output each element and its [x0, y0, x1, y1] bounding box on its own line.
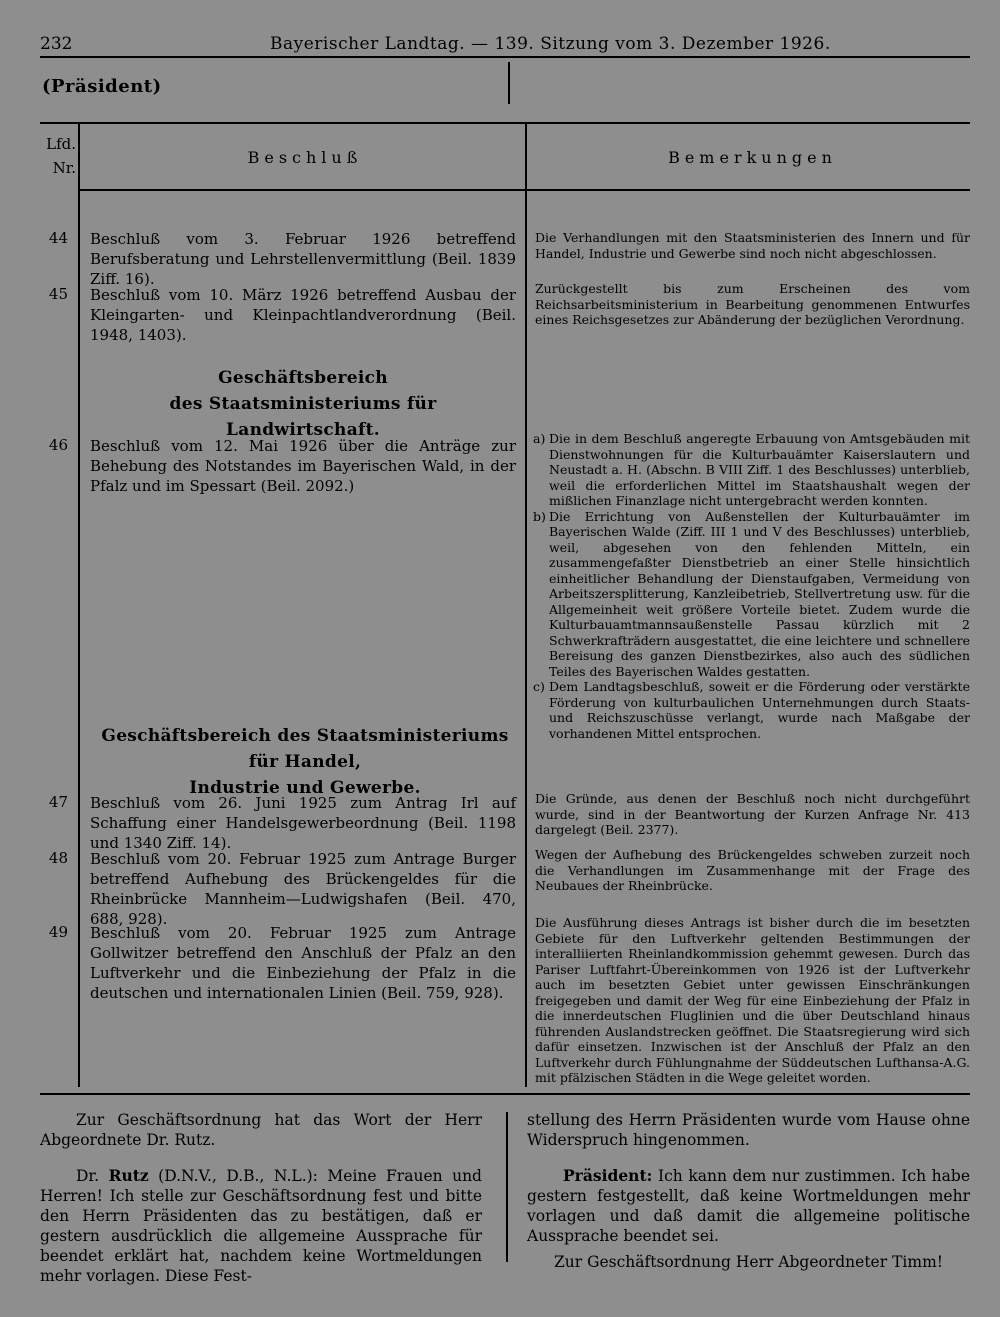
table-top-rule — [40, 122, 970, 124]
paragraph: Zur Geschäftsordnung hat das Wort der Herr Abgeordnete Dr. Rutz. — [40, 1111, 482, 1149]
body-column-divider — [506, 1112, 508, 1262]
table-bottom-rule — [40, 1093, 970, 1095]
bemerkung-item — [533, 431, 970, 509]
col-header-lfd-line2: Nr. — [52, 159, 76, 177]
beschluss-text: Beschluß vom 12. Mai 1926 über die Anträge zur Behebung des Notstandes im Bayerischen Wald, in der Pfalz und im Spessart (Beil. 2092.) — [90, 437, 516, 495]
paragraph — [527, 1166, 970, 1246]
section-heading-landwirtschaft — [90, 365, 516, 443]
col-header-bemerkungen: Bemerkungen — [668, 148, 837, 167]
header-divider — [508, 62, 510, 104]
section-heading-line: Geschäftsbereich — [218, 368, 388, 388]
item-text: Dem Landtagsbeschluß, soweit er die Förderung oder verstärkte Förderung von kulturbaulichen Unternehmungen durch Staats- und Reichszuschüsse verlangt, wurde nach Maßgabe der vorhandenen Mittel entsprochen. — [549, 679, 970, 741]
section-heading-line: Industrie und Gewerbe. — [189, 778, 421, 798]
bemerkung-text: Wegen der Aufhebung des Brückengeldes schweben zurzeit noch die Verhandlungen im Zusammenhange mit der Frage des Neubaues der Rheinbrücke. — [535, 847, 970, 893]
row-number: 49 — [48, 923, 68, 941]
speaker-heading: (Präsident) — [42, 76, 162, 97]
item-label: c) — [533, 679, 545, 694]
bemerkung-item — [533, 509, 970, 680]
paragraph-text: Ich kann dem nur zustimmen. Ich habe gestern festgestellt, daß keine Wortmeldungen mehr vorlagen und daß damit die allgemeine politische Aussprache beendet sei. — [527, 1167, 970, 1245]
paragraph — [40, 1166, 482, 1286]
bemerkung-text: Die Gründe, aus denen der Beschluß noch nicht durchgeführt wurde, sind in der Beantwortung der Kurzen Anfrage Nr. 413 dargelegt (Beil. 2377). — [535, 791, 970, 837]
bemerkung-item — [533, 679, 970, 741]
item-text: Die in dem Beschluß angeregte Erbauung von Amtsgebäuden mit Dienstwohnungen für die Kulturbauämter Kaiserslautern und Neustadt a. H. (Abschn. B VIII Ziff. 1 des Beschlusses) unterblieb, weil die erforderlichen Mittel im Staatshaushalt wegen der mißlichen Finanzlage nicht untergebracht werden konnten. — [549, 431, 970, 508]
table-left-divider — [78, 122, 80, 1087]
col-header-beschluss: Beschluß — [247, 148, 363, 167]
section-heading-line: des Staatsministeriums für Landwirtschaft. — [169, 394, 437, 440]
left-column — [40, 1110, 482, 1286]
beschluss-text: Beschluß vom 26. Juni 1925 zum Antrag Irl auf Schaffung einer Handelsgewerbeordnung (Beil. 1198 und 1340 Ziff. 14). — [90, 794, 516, 852]
speaker-name: Rutz — [108, 1166, 149, 1185]
col-header-lfd-line1: Lfd. — [46, 135, 76, 153]
speaker-prefix: Dr. — [76, 1167, 109, 1185]
header-rule — [40, 56, 970, 58]
beschluss-text: Beschluß vom 10. März 1926 betreffend Ausbau der Kleingarten- und Kleinpachtlandverordnung (Beil. 1948, 1403). — [90, 286, 516, 344]
bemerkung-text: Die Verhandlungen mit den Staatsministerien des Innern und für Handel, Industrie und Gewerbe sind noch nicht abgeschlossen. — [535, 230, 970, 261]
paragraph: Zur Geschäftsordnung Herr Abgeordneter Timm! — [553, 1253, 943, 1271]
section-heading-handel — [90, 723, 520, 801]
item-label: b) — [533, 508, 546, 524]
item-label: a) — [533, 431, 546, 446]
table-middle-divider — [525, 122, 527, 1087]
row-number: 45 — [48, 285, 68, 303]
bemerkung-text: Die Ausführung dieses Antrags ist bisher durch die im besetzten Gebiete für den Luftverkehr geltenden Bestimmungen der interalliierten Rheinlandkommission gehemmt gewesen. Durch das Pariser Luftfahrt-Übereinkommen von 1926 ist der Luftverkehr auch im besetzten Gebiet unter gewissen Einschränkungen freigegeben und damit der Weg für eine Einbeziehung der Pfalz in die innerdeutschen Fluglinien und die über Deutschland hinaus führenden Auslandstrecken geöffnet. Die Staatsregierung wird sich dafür einsetzen. Inzwischen ist der Anschluß der Pfalz an den Luftverkehr durch Fühlungnahme der Süddeutschen Lufthansa-A.G. mit pfälzischen Städten in die Wege geleitet worden. — [535, 915, 970, 1085]
speaker-name: Präsident: — [563, 1166, 653, 1185]
col-header-lfd — [40, 132, 76, 180]
beschluss-text: Beschluß vom 20. Februar 1925 zum Antrage Burger betreffend Aufhebung des Brückengeldes für die Rheinbrücke Mannheim—Ludwigshafen (Beil. 470, 688, 928). — [90, 850, 516, 928]
running-title: Bayerischer Landtag. — 139. Sitzung vom 3. Dezember 1926. — [270, 34, 831, 54]
paragraph: stellung des Herrn Präsidenten wurde vom Hause ohne Widerspruch hingenommen. — [527, 1111, 970, 1149]
beschluss-text: Beschluß vom 3. Februar 1926 betreffend Berufsberatung und Lehrstellenvermittlung (Beil. 1839 Ziff. 16). — [90, 230, 516, 288]
item-text: Die Errichtung von Außenstellen der Kulturbauämter im Bayerischen Walde (Ziff. III 1 und V des Beschlusses) unterblieb, weil, abgesehen von den fehlenden Mitteln, ein zusammengefaßter Dienstbetrieb an einer Stelle hinsichtlich einheitlicher Behandlung der Dienstaufgaben, Vermeidung von Arbeitszersplitterung, Kanzleibetrieb, Stellvertretung usw. für die Allgemeinheit weit größere Vorteile bietet. Zudem wurde die Kulturbauamtmannsaußenstelle Passau kürzlich mit 2 Schwerkrafträdern ausgestattet, die eine leichtere und schnellere Bereisung des ganzen Dienstbezirkes, also auch des südlichen Teiles des Bayerischen Waldes gestatten. — [549, 508, 970, 679]
page-number: 232 — [40, 34, 73, 54]
paragraph-text: (D.N.V., D.B., N.L.): Meine Frauen und Herren! Ich stelle zur Geschäftsordnung fest und bitte den Herrn Präsidenten das zu bestätigen, daß er gestern ausdrücklich die allgemeine Aussprache für beendet erklärt hat, nachdem keine Wortmeldungen mehr vorlagen. Diese Fest- — [40, 1167, 482, 1285]
row-number: 47 — [48, 793, 68, 811]
row-number: 48 — [48, 849, 68, 867]
bemerkung-list — [533, 431, 970, 741]
right-column — [527, 1110, 970, 1272]
beschluss-text: Beschluß vom 20. Februar 1925 zum Antrage Gollwitzer betreffend den Anschluß der Pfalz an den Luftverkehr und die Einbeziehung der Pfalz in die deutschen und internationalen Linien (Beil. 759, 928). — [90, 924, 516, 1002]
row-number: 46 — [48, 436, 68, 454]
section-heading-line: Geschäftsbereich des Staatsministeriums für Handel, — [101, 726, 509, 772]
row-number: 44 — [48, 229, 68, 247]
bemerkung-text: Zurückgestellt bis zum Erscheinen des vom Reichsarbeitsministerium in Bearbeitung genommenen Entwurfes eines Reichsgesetzes zur Abänderung der bezüglichen Verordnung. — [535, 281, 970, 327]
